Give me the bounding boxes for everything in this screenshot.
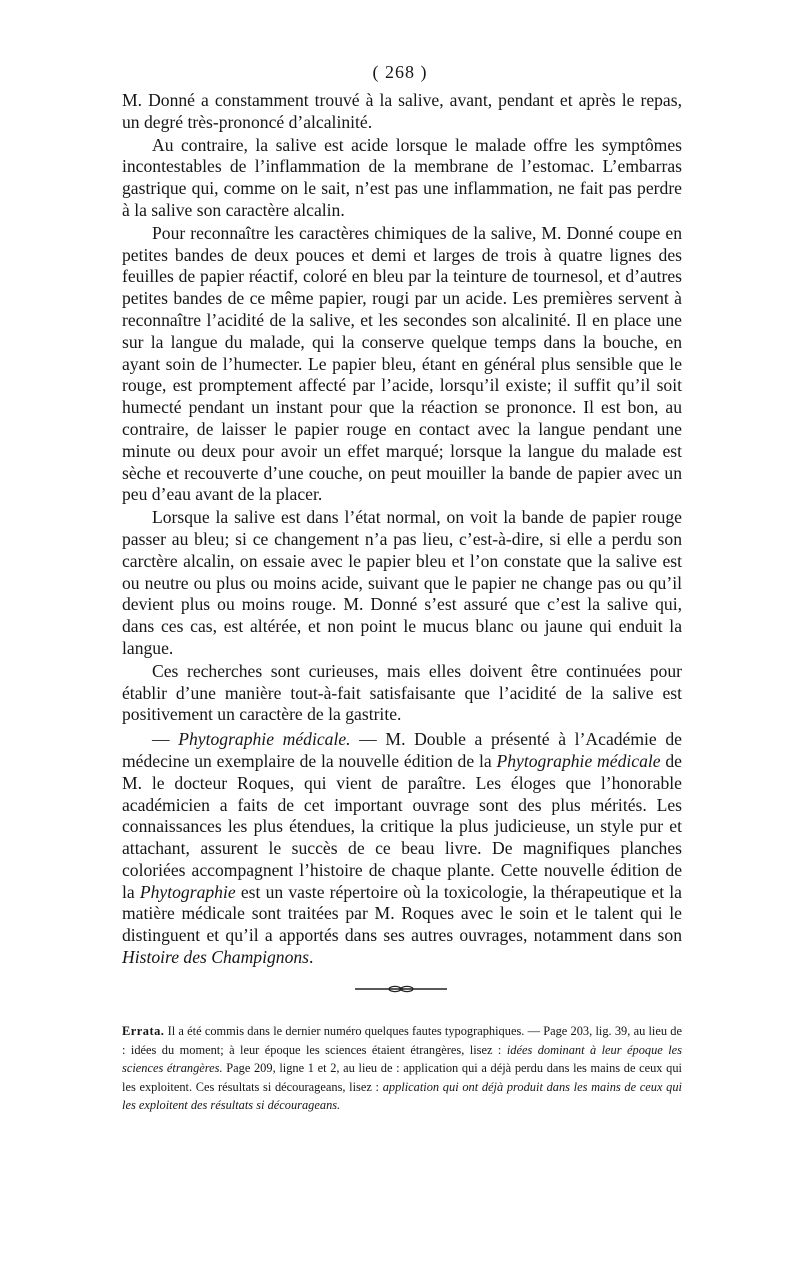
paragraph-5: Ces recherches sont curieuses, mais elles doivent être continuées pour établir d’une manière tout-à-fait satisfaisante que l’acidité de la salive est positivement un caractère de la gastrite. [122, 660, 682, 725]
page-number: ( 268 ) [372, 62, 428, 82]
book-title-1: Phytographie médicale [496, 750, 661, 771]
dash-close: — [350, 729, 386, 750]
errata-label: Errata. [122, 1024, 165, 1038]
phytographie-paragraph [122, 729, 682, 969]
ornamental-separator [355, 984, 447, 994]
section-text-2: de M. le docteur Roques, qui vient de paraître. Les éloges que l’honorable académicien a faits de cet important ouvrage sont des plus mérités. Les connaissances les plus étendues, la critique la plus judicieuse, un style pur et attachant, assurent le succès de ce beau livre. De magnifiques planches coloriées accompagnent l’histoire de chaque plante. Cette nouvelle édition de la [122, 750, 682, 902]
errata-note [122, 1022, 682, 1115]
section-text-4: . [309, 947, 314, 968]
dash-open: — [152, 729, 179, 750]
section-text-1: M. Double a présenté à l’Académie de médecine un exemplaire de la nouvelle édition de la [122, 729, 682, 771]
errata-text-2: Page 209, ligne 1 et 2, au lieu de : application qui a déjà perdu dans les mains de ceux qui les exploitent. Ces résultats si décourageans, lisez : [122, 1061, 682, 1094]
book-title-2: Phytographie [139, 881, 236, 902]
section-heading: Phytographie médicale. [178, 729, 351, 750]
book-title-3: Histoire des Champignons [122, 947, 310, 968]
paragraph-4: Lorsque la salive est dans l’état normal, on voit la bande de papier rouge passer au bleu; si ce changement n’a pas lieu, c’est-à-dire, si elle a perdu son carctère alcalin, on essaie avec le papier bleu et l’on constate que la salive est ou neutre ou plus ou moins acide, suivant que le papier ne change pas ou qu’il devient plus ou moins rouge. M. Donné s’est assuré que c’est la salive qui, dans ces cas, est altérée, et non point le mucus blanc ou jaune qui enduit la langue. [122, 507, 682, 658]
paragraph-1: M. Donné a constamment trouvé à la salive, avant, pendant et après le repas, un degré très-prononcé d’alcalinité. [122, 90, 682, 132]
errata-text-1: Il a été commis dans le dernier numéro quelques fautes typographiques. — Page 203, lig. 39, au lieu de : idées du moment; à leur époque les sciences étaient étrangères, lisez : [122, 1024, 682, 1057]
article-body [122, 90, 682, 969]
paragraph-2: Au contraire, la salive est acide lorsque le malade offre les symptômes incontestables de l’inflammation de la membrane de l’estomac. L’embarras gastrique qui, comme on le sait, n’est pas une inflammation, ne fait pas perdre à la salive son caractère alcalin. [122, 134, 682, 220]
errata-correction-1: idées dominant à leur époque les sciences étrangères. [122, 1042, 682, 1076]
errata-correction-2: application qui ont déjà produit dans les mains de ceux qui les exploitent des résultats si décourageans. [122, 1079, 682, 1113]
section-text-3: est un vaste répertoire où la toxicologie, la thérapeutique et la matière médicale sont traitées par M. Roques avec le soin et le talent qui le distinguent et qu’il a apportés dans ses autres ouvrages, notamment dans son [122, 881, 682, 946]
paragraph-3: Pour reconnaître les caractères chimiques de la salive, M. Donné coupe en petites bandes de deux pouces et demi et larges de trois à quatre lignes des feuilles de papier réactif, coloré en bleu par la teinture de tournesol, et d’autres petites bandes de ce même papier, rougi par un acide. Les premières servent à reconnaître l’acidité de la salive, et les secondes son alcalinité. Il en place une sur la langue du malade, qui la conserve quelque temps dans la bouche, en ayant soin de l’humecter. Le papier bleu, étant en général plus sensible que le rouge, est promptement affecté par l’acide, lorsqu’il existe; il suffit qu’il soit humecté pendant un instant pour que la réaction se prononce. Il est bon, au contraire, de laisser le papier rouge en contact avec la langue pendant une minute ou deux pour avoir un effet marqué; lorsque la langue du malade est sèche et recouverte d’une couche, on peut mouiller la bande de papier avec un peu d’eau avant de la placer. [122, 222, 682, 505]
